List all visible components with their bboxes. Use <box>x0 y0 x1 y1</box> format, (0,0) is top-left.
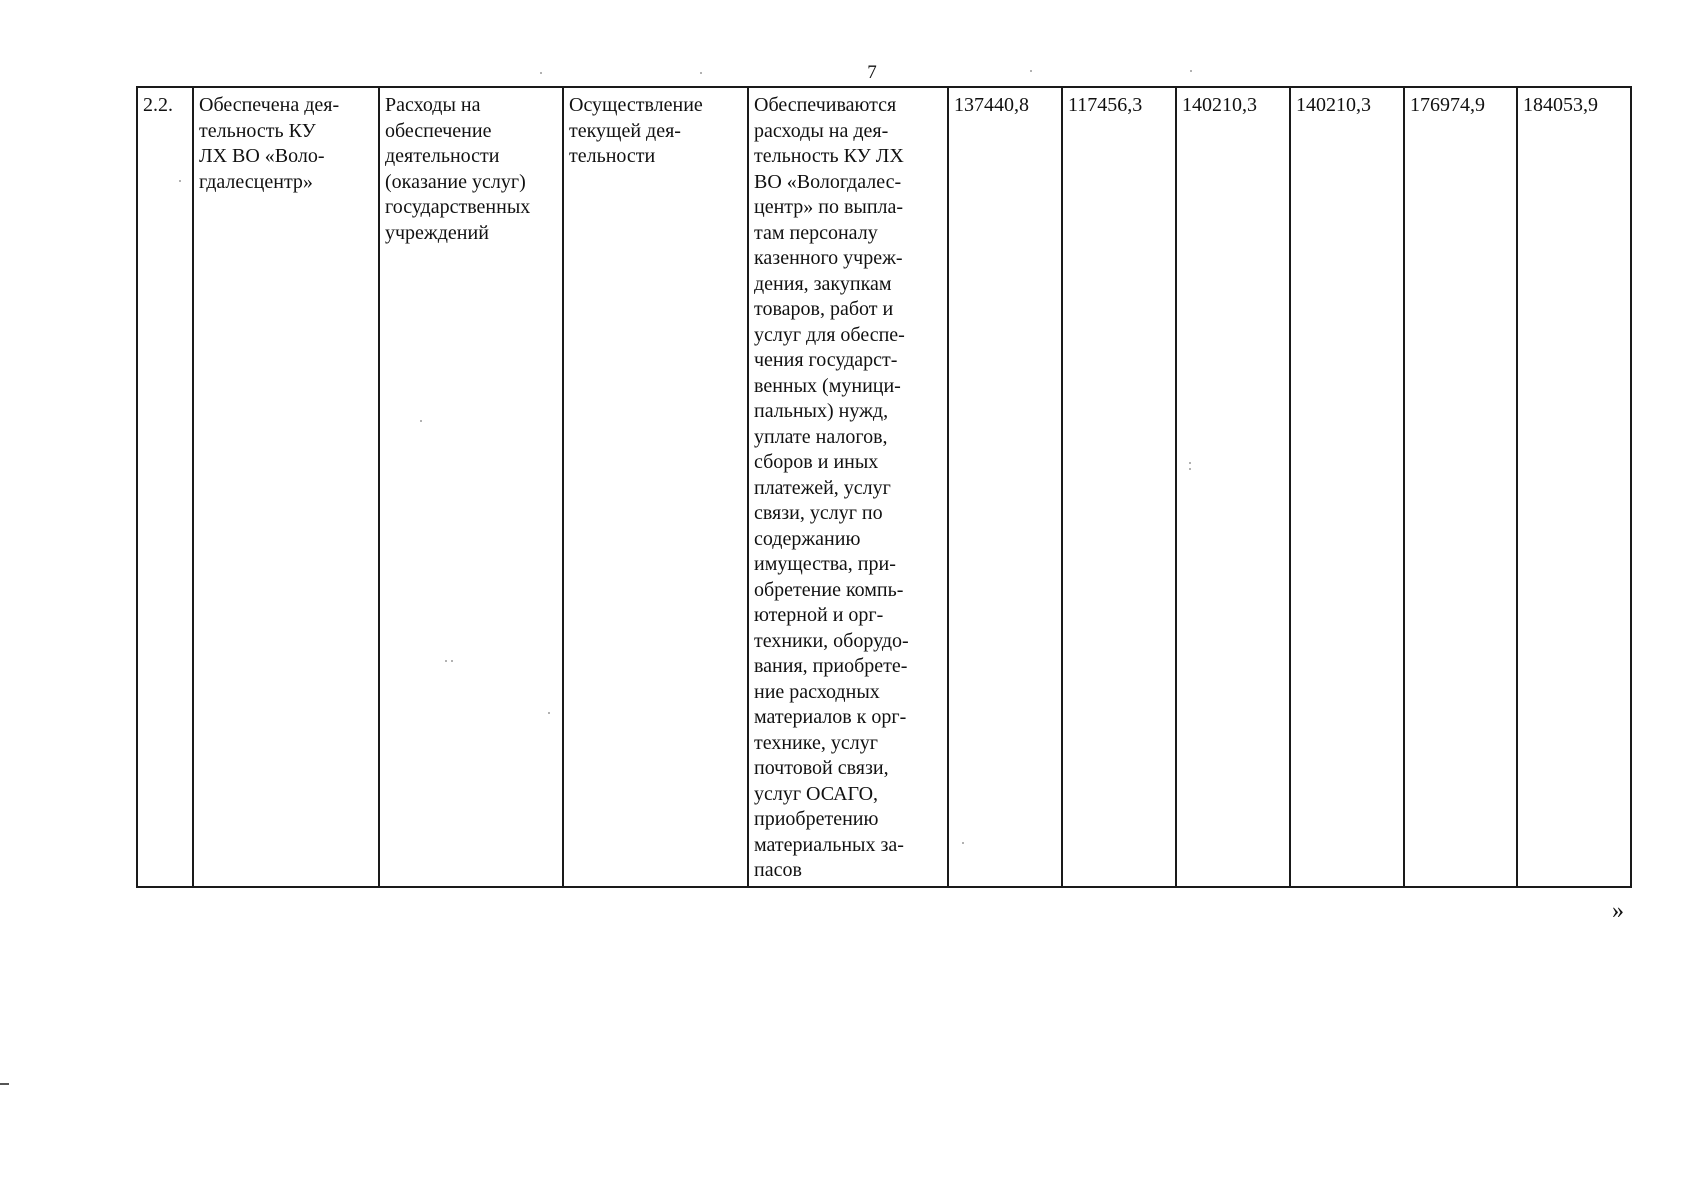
row-index-cell <box>137 87 193 887</box>
value-cell <box>1176 87 1290 887</box>
measure-text: Расходы на обеспечение деятельности (оказание услуг) государственных учреждений <box>385 94 531 244</box>
scan-speck <box>700 72 702 74</box>
value-5: 176974,9 <box>1410 94 1485 116</box>
scan-speck <box>451 660 453 662</box>
scan-speck <box>962 842 964 844</box>
value-cell <box>1517 87 1631 887</box>
result-cell <box>193 87 379 887</box>
scan-speck <box>1030 70 1032 72</box>
value-cell <box>1290 87 1404 887</box>
value-1: 137440,8 <box>954 94 1029 116</box>
description-cell <box>748 87 948 887</box>
closing-quote: » <box>1612 898 1624 924</box>
measure-cell <box>379 87 563 887</box>
type-text: Осуществление текущей дея- тельности <box>569 94 703 167</box>
value-3: 140210,3 <box>1182 94 1257 116</box>
value-2: 117456,3 <box>1068 94 1143 116</box>
scan-speck <box>1189 468 1191 470</box>
value-4: 140210,3 <box>1296 94 1371 116</box>
scan-speck <box>540 72 542 74</box>
type-cell <box>563 87 748 887</box>
value-cell <box>948 87 1062 887</box>
scan-speck <box>420 420 422 422</box>
description-text: Обеспечиваются расходы на дея- тельность КУ ЛХ ВО «Вологдалес- центр» по выпла- там персоналу казенного учреж- дения, закупкам товаров, работ и услуг для обеспе- чения государст- венных (муници- пальных) нужд, уплате налогов, сборов и иных платежей, услуг связи, услуг по содержанию имущества, при- обретение компь- ютерной и орг- техники, оборудо- вания, приобрете- ние расходных материалов к орг- технике, услуг почтовой связи, услуг ОСАГО, приобретению материальных за- пасов <box>754 94 909 881</box>
scan-speck <box>445 660 447 662</box>
value-cell <box>1062 87 1176 887</box>
measures-table <box>136 86 1632 888</box>
scan-speck <box>548 712 550 714</box>
table-row <box>137 87 1631 887</box>
row-index: 2.2. <box>143 94 173 116</box>
scan-mark <box>0 1083 9 1085</box>
scan-speck <box>179 180 181 182</box>
value-6: 184053,9 <box>1523 94 1598 116</box>
result-text: Обеспечена дея- тельность КУ ЛХ ВО «Воло- гдалесцентр» <box>199 94 340 193</box>
scan-speck <box>1189 462 1191 464</box>
value-cell <box>1404 87 1517 887</box>
page-number: 7 <box>867 62 877 83</box>
scan-speck <box>1190 70 1192 72</box>
